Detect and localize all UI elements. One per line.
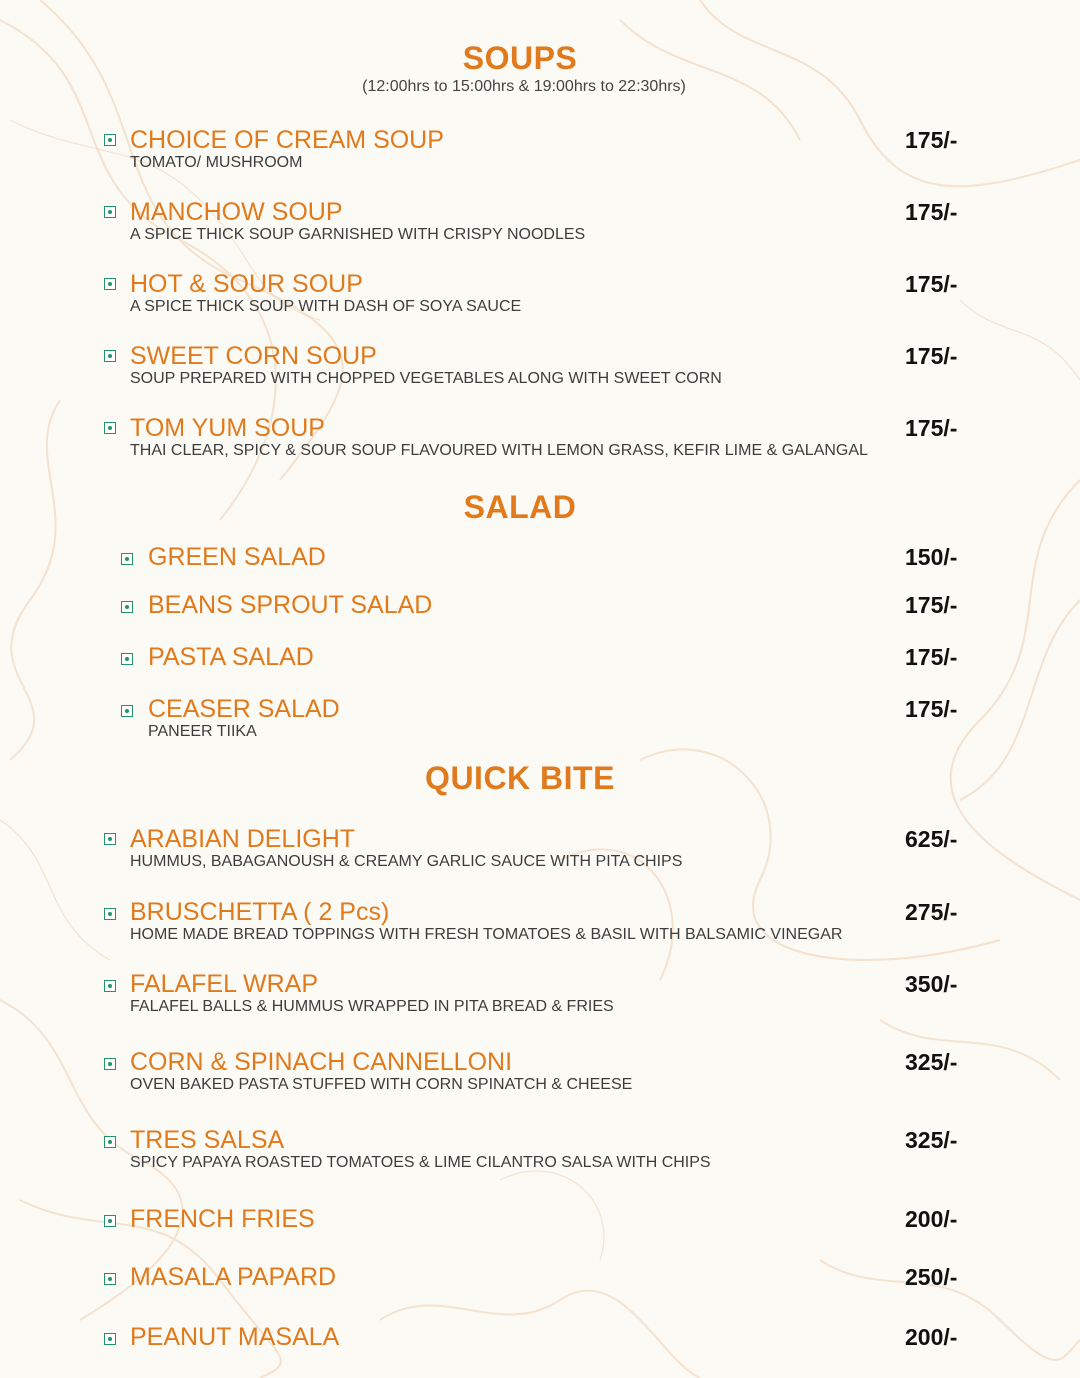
item-name: TRES SALSA xyxy=(130,1126,285,1154)
item-price: 200/- xyxy=(905,1206,958,1232)
veg-indicator-icon xyxy=(121,601,133,613)
veg-indicator-icon xyxy=(104,422,116,434)
item-name: BEANS SPROUT SALAD xyxy=(148,591,433,619)
veg-indicator-icon xyxy=(104,1058,116,1070)
veg-indicator-icon xyxy=(104,980,116,992)
veg-indicator-icon xyxy=(121,705,133,717)
item-price: 350/- xyxy=(905,971,958,997)
item-name: ARABIAN DELIGHT xyxy=(130,825,356,853)
item-price: 325/- xyxy=(905,1127,958,1153)
item-description: A SPICE THICK SOUP GARNISHED WITH CRISPY NOODLES xyxy=(130,226,586,243)
item-price: 175/- xyxy=(905,199,958,225)
item-price: 175/- xyxy=(905,592,958,618)
item-price: 175/- xyxy=(905,343,958,369)
item-name: MANCHOW SOUP xyxy=(130,198,343,226)
item-name: FALAFEL WRAP xyxy=(130,970,319,998)
item-price: 175/- xyxy=(905,127,958,153)
item-name: TOM YUM SOUP xyxy=(130,414,325,442)
item-name: FRENCH FRIES xyxy=(130,1205,315,1233)
item-price: 625/- xyxy=(905,826,958,852)
veg-indicator-icon xyxy=(104,908,116,920)
item-description: HUMMUS, BABAGANOUSH & CREAMY GARLIC SAUCE WITH PITA CHIPS xyxy=(130,853,683,870)
veg-indicator-icon xyxy=(121,653,133,665)
item-description: OVEN BAKED PASTA STUFFED WITH CORN SPINATCH & CHEESE xyxy=(130,1076,633,1093)
item-description: SOUP PREPARED WITH CHOPPED VEGETABLES ALONG WITH SWEET CORN xyxy=(130,370,722,387)
item-name: MASALA PAPARD xyxy=(130,1263,337,1291)
item-name: PASTA SALAD xyxy=(148,643,314,671)
item-description: SPICY PAPAYA ROASTED TOMATOES & LIME CILANTRO SALSA WITH CHIPS xyxy=(130,1154,711,1171)
item-price: 250/- xyxy=(905,1264,958,1290)
veg-indicator-icon xyxy=(104,134,116,146)
item-name: CORN & SPINACH CANNELLONI xyxy=(130,1048,513,1076)
section-title-soups: SOUPS xyxy=(462,40,578,76)
item-name: CEASER SALAD xyxy=(148,695,340,723)
item-name: PEANUT MASALA xyxy=(130,1323,340,1351)
item-price: 150/- xyxy=(905,544,958,570)
section-title-salad: SALAD xyxy=(463,489,577,525)
veg-indicator-icon xyxy=(104,833,116,845)
veg-indicator-icon xyxy=(104,206,116,218)
item-price: 175/- xyxy=(905,271,958,297)
item-description: PANEER TIIKA xyxy=(148,723,257,740)
item-price: 175/- xyxy=(905,696,958,722)
section-title-quick-bite: QUICK BITE xyxy=(425,760,615,796)
veg-indicator-icon xyxy=(104,1215,116,1227)
veg-indicator-icon xyxy=(104,1333,116,1345)
item-name: GREEN SALAD xyxy=(148,543,326,571)
item-description: THAI CLEAR, SPICY & SOUR SOUP FLAVOURED WITH LEMON GRASS, KEFIR LIME & GALANGAL xyxy=(130,442,868,459)
veg-indicator-icon xyxy=(104,1136,116,1148)
veg-indicator-icon xyxy=(104,1273,116,1285)
item-price: 325/- xyxy=(905,1049,958,1075)
item-description: HOME MADE BREAD TOPPINGS WITH FRESH TOMATOES & BASIL WITH BALSAMIC VINEGAR xyxy=(130,926,843,943)
item-price: 200/- xyxy=(905,1324,958,1350)
veg-indicator-icon xyxy=(121,553,133,565)
item-name: BRUSCHETTA ( 2 Pcs) xyxy=(130,898,390,926)
item-price: 275/- xyxy=(905,899,958,925)
item-description: FALAFEL BALLS & HUMMUS WRAPPED IN PITA BREAD & FRIES xyxy=(130,998,614,1015)
item-price: 175/- xyxy=(905,644,958,670)
soups-serving-hours: (12:00hrs to 15:00hrs & 19:00hrs to 22:30hrs) xyxy=(362,78,686,95)
item-name: CHOICE OF CREAM SOUP xyxy=(130,126,444,154)
veg-indicator-icon xyxy=(104,350,116,362)
item-name: SWEET CORN SOUP xyxy=(130,342,377,370)
item-price: 175/- xyxy=(905,415,958,441)
item-description: TOMATO/ MUSHROOM xyxy=(130,154,303,171)
item-name: HOT & SOUR SOUP xyxy=(130,270,363,298)
veg-indicator-icon xyxy=(104,278,116,290)
item-description: A SPICE THICK SOUP WITH DASH OF SOYA SAUCE xyxy=(130,298,522,315)
